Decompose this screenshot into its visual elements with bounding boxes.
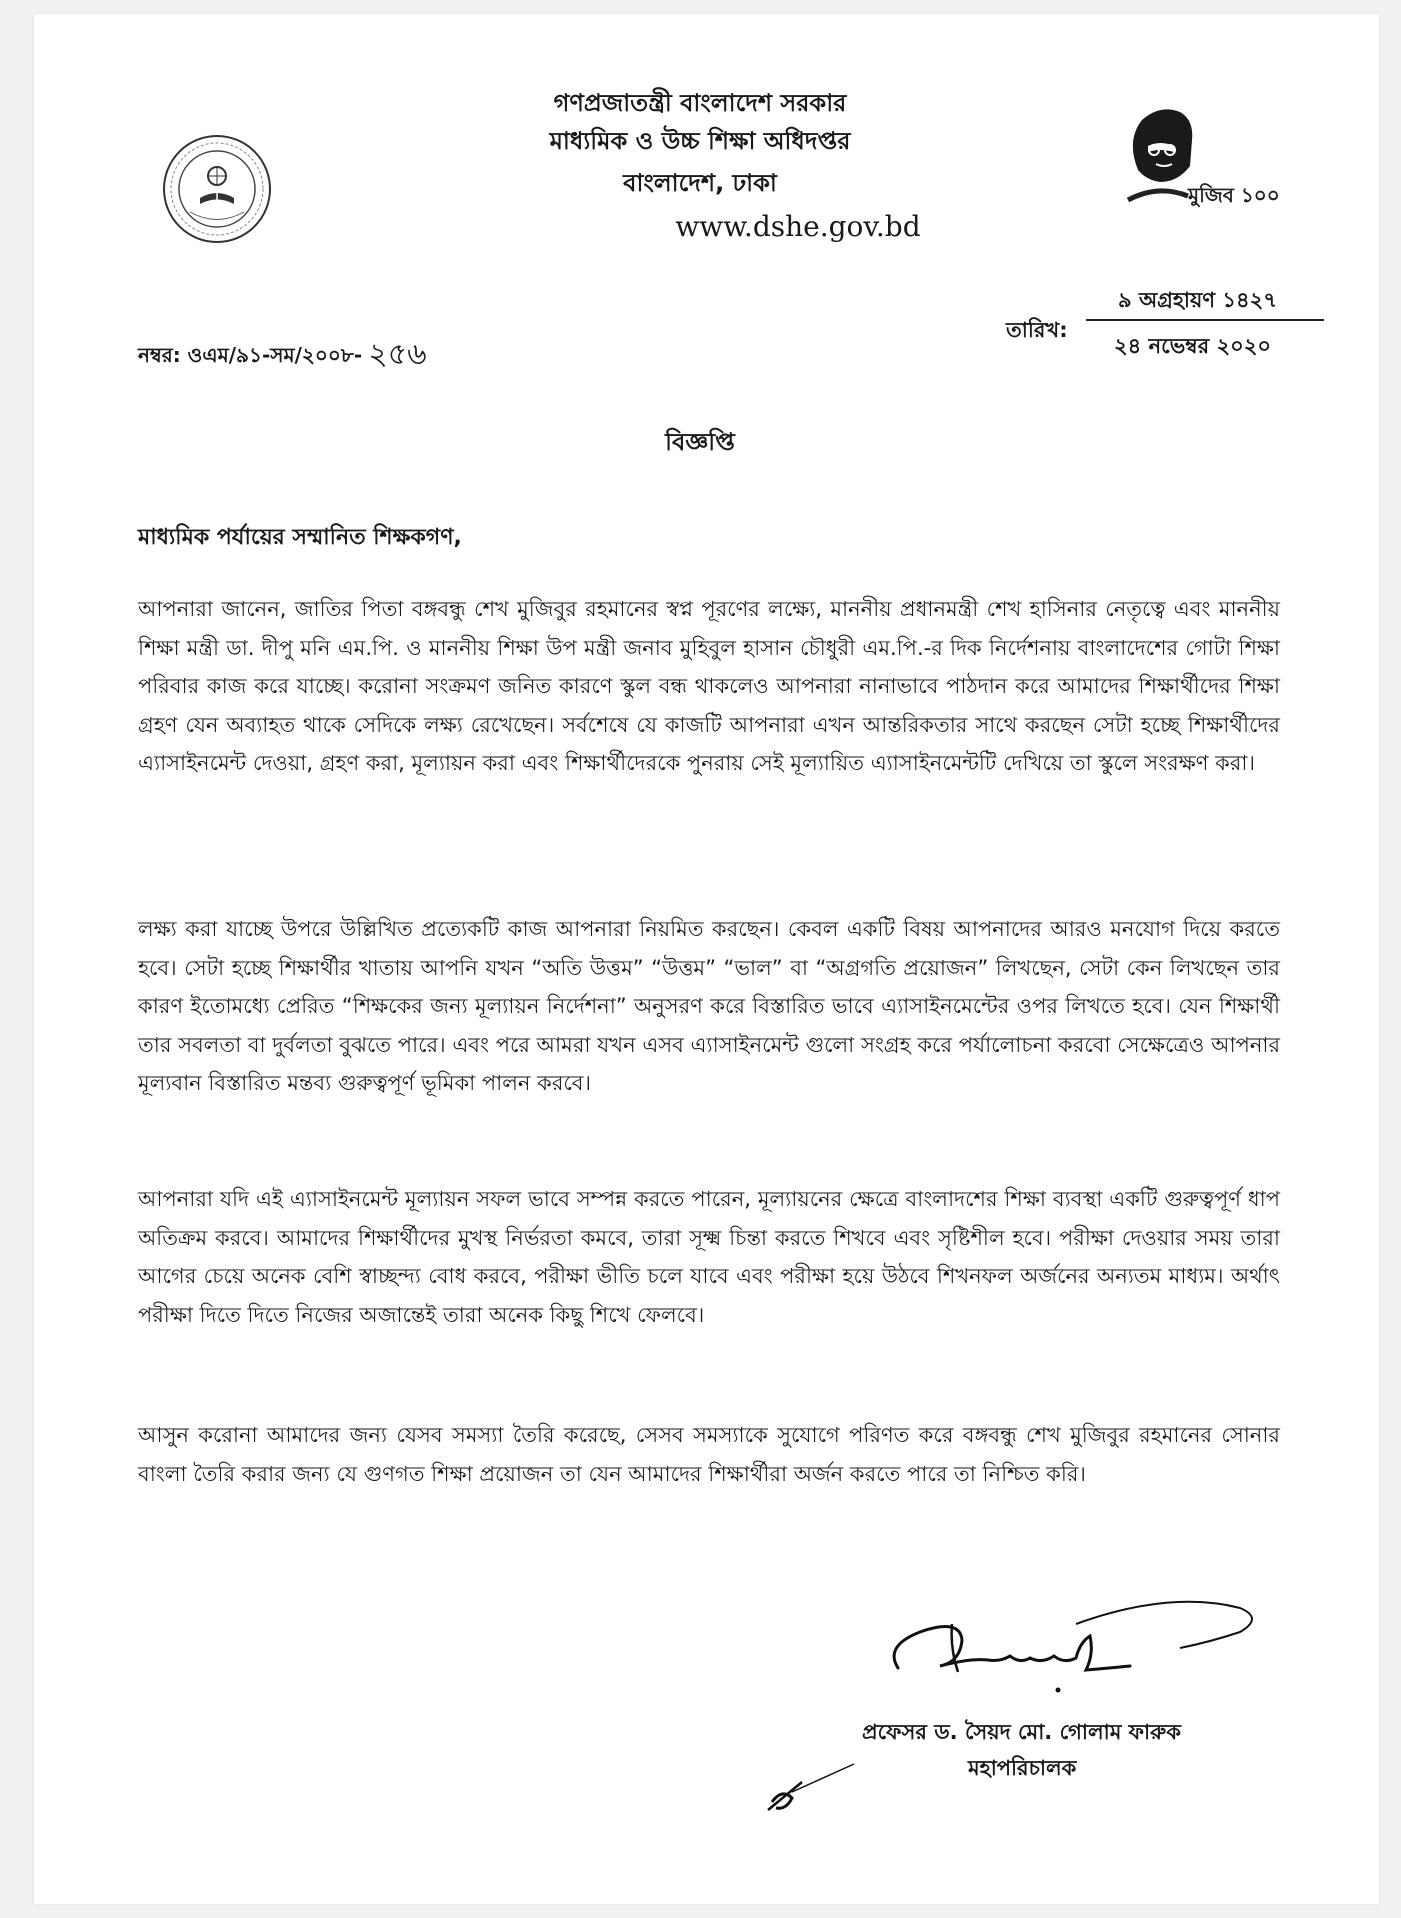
date-bangla: ৯ অগ্রহায়ণ ১৪২৭	[1118, 288, 1277, 312]
salutation: মাধ্যমিক পর্যায়ের সম্মানিত শিক্ষকগণ,	[138, 525, 462, 550]
mujib-100-logo	[1108, 100, 1280, 220]
signatory-name: প্রফেসর ড. সৈয়দ মো. গোলাম ফারুক	[862, 1720, 1181, 1744]
body-paragraph-3: আপনারা যদি এই এ্যাসাইনমেন্ট মূল্যায়ন সফল ভাবে সম্পন্ন করতে পারেন, মূল্যায়নের ক্ষেত্রে বাংলাদশের শিক্ষা ব্যবস্থা একটি গুরুত্বপূর্ণ ধাপ অতিক্রম করবে। আমাদের শিক্ষার্থীদের মুখস্থ নির্ভরতা কমবে, তারা সূক্ষ্ম চিন্তা করতে শিখবে এবং সৃষ্টিশীল হবে। পরীক্ষা দেওয়ার সময় তারা আগের চেয়ে অনেক বেশি স্বাচ্ছন্দ্য বোধ করবে, পরীক্ষা ভীতি চলে যাবে এবং পরীক্ষা হয়ে উঠবে শিখনফল অর্জনের অন্যতম মাধ্যম। অর্থাৎ পরীক্ষা দিতে দিতে নিজের অজান্তেই তারা অনেক কিছু শিখে ফেলবে।	[138, 1187, 1280, 1327]
dshe-seal-logo	[160, 132, 274, 246]
memo-number-text: নম্বর: ওএম/৯১-সম/২০০৮-	[138, 343, 363, 367]
header-directorate-name: মাধ্যমিক ও উচ্চ শিক্ষা অধিদপ্তর	[549, 127, 851, 155]
mujib-100-logo-text: মুজিব ১০০	[1188, 183, 1280, 207]
body-paragraph-2: লক্ষ্য করা যাচ্ছে উপরে উল্লিখিত প্রত্যেকটি কাজ আপনারা নিয়মিত করছেন। কেবল একটি বিষয় আপনাদের আরও মনযোগ দিয়ে করতে হবে। সেটা হচ্ছে শিক্ষার্থীর খাতায় আপনি যখন “অতি উত্তম” “উত্তম” “ভাল” বা “অগ্রগতি প্রয়োজন” লিখছেন, সেটা কেন লিখছেন তার কারণ ইতোমধ্যে প্রেরিত “শিক্ষকের জন্য মূল্যায়ন নির্দেশনা” অনুসরণ করে বিস্তারিত ভাবে এ্যাসাইনমেন্টের ওপর লিখতে হবে। যেন শিক্ষার্থী তার সবলতা বা দুর্বলতা বুঝতে পারে। এবং পরে আমরা যখন এসব এ্যাসাইনমেন্ট গুলো সংগ্রহ করে পর্যালোচনা করবো সেক্ষেত্রেও আপনার মূল্যবান বিস্তারিত মন্তব্য গুরুত্বপূর্ণ ভূমিকা পালন করবে।	[138, 917, 1280, 1096]
date-divider	[1086, 319, 1324, 321]
header-website: www.dshe.gov.bd	[675, 210, 921, 243]
initial-mark	[762, 1758, 858, 1818]
notice-title: বিজ্ঞপ্তি	[665, 428, 735, 456]
memo-number	[138, 330, 427, 381]
date-label: তারিখ:	[1006, 318, 1068, 342]
date-english: ২৪ নভেম্বর ২০২০	[1114, 334, 1272, 358]
body-paragraph-1: আপনারা জানেন, জাতির পিতা বঙ্গবন্ধু শেখ মুজিবুর রহমানের স্বপ্ন পূরণের লক্ষ্যে, মাননীয় প্রধানমন্ত্রী শেখ হাসিনার নেতৃত্বে এবং মাননীয় শিক্ষা মন্ত্রী ডা. দীপু মনি এম.পি. ও মাননীয় শিক্ষা উপ মন্ত্রী জনাব মুহিবুল হাসান চৌধুরী এম.পি.-র দিক নির্দেশনায় বাংলাদেশের গোটা শিক্ষা পরিবার কাজ করে যাচ্ছে। করোনা সংক্রমণ জনিত কারণে স্কুল বন্ধ থাকলেও আপনারা নানাভাবে পাঠদান করে আমাদের শিক্ষার্থীদের শিক্ষা গ্রহণ যেন অব্যাহত থাকে সেদিকে লক্ষ্য রেখেছেন। সর্বশেষে যে কাজটি আপনারা এখন আন্তরিকতার সাথে করছেন সেটা হচ্ছে শিক্ষার্থীদের এ্যাসাইনমেন্ট দেওয়া, গ্রহণ করা, মূল্যায়ন করা এবং শিক্ষার্থীদেরকে পুনরায় সেই মূল্যায়িত এ্যাসাইনমেন্টটি দেখিয়ে তা স্কুলে সংরক্ষণ করা।	[138, 597, 1280, 776]
header-location: বাংলাদেশ, ঢাকা	[623, 169, 777, 197]
memo-handwritten-number: ২৫৬	[368, 337, 427, 372]
header-govt-name: গণপ্রজাতন্ত্রী বাংলাদেশ সরকার	[553, 89, 847, 117]
signatory-designation: মহাপরিচালক	[968, 1756, 1077, 1780]
body-paragraph-4: আসুন করোনা আমাদের জন্য যেসব সমস্যা তৈরি করেছে, সেসব সমস্যাকে সুযোগে পরিণত করে বঙ্গবন্ধু শেখ মুজিবুর রহমানের সোনার বাংলা তৈরি করার জন্য যে গুণগত শিক্ষা প্রয়োজন তা যেন আমাদের শিক্ষার্থীরা অর্জন করতে পারে তা নিশ্চিত করি।	[138, 1423, 1280, 1486]
handwritten-signature	[880, 1588, 1280, 1698]
